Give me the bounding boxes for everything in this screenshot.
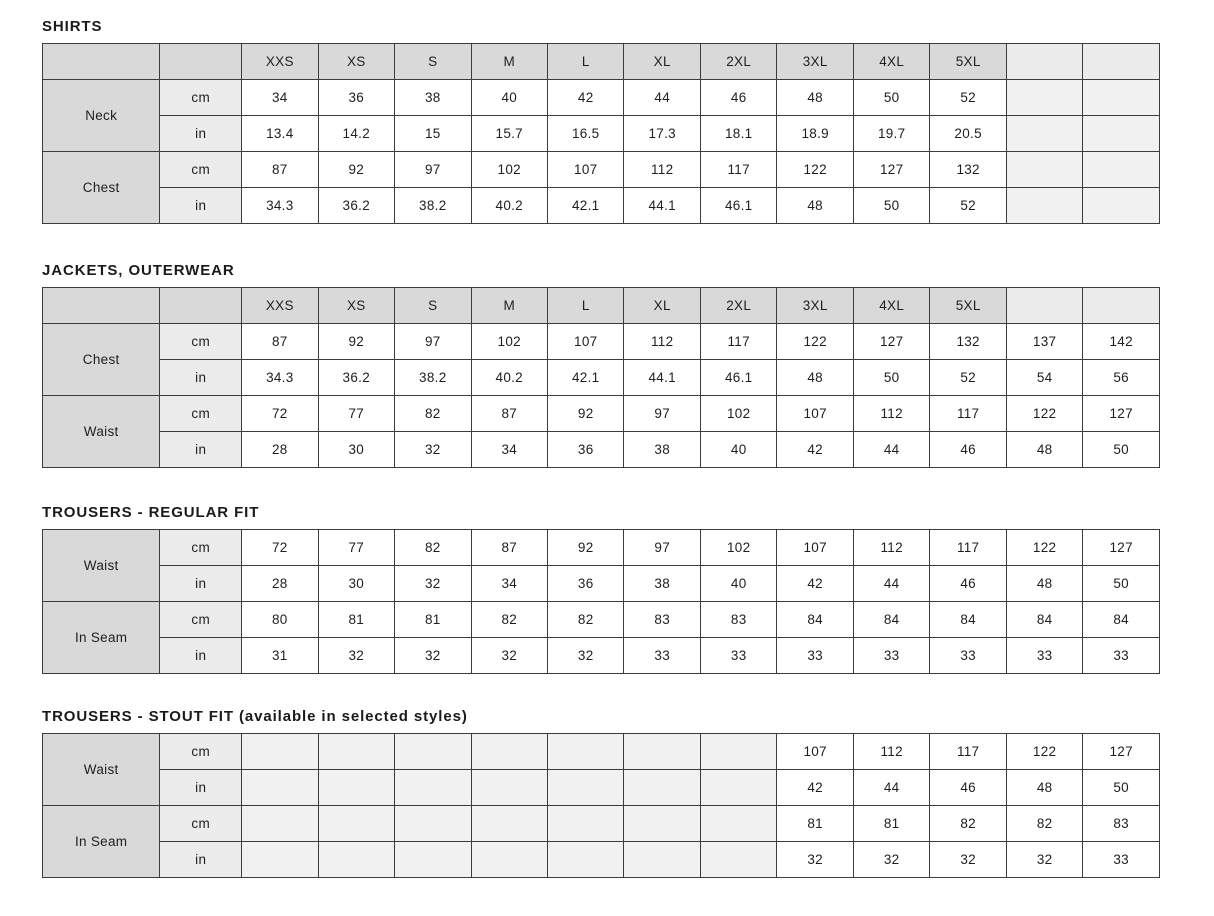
value-cell: 117: [930, 396, 1006, 432]
value-cell-empty: [624, 734, 700, 770]
value-cell: 50: [853, 188, 929, 224]
value-cell: 80: [242, 602, 318, 638]
value-cell: 34: [242, 80, 318, 116]
value-cell: 28: [242, 432, 318, 468]
value-cell: 18.9: [777, 116, 853, 152]
value-cell: 13.4: [242, 116, 318, 152]
header-cell-size: L: [548, 44, 624, 80]
value-cell-empty: [471, 734, 547, 770]
value-cell: 87: [471, 530, 547, 566]
value-cell: 44.1: [624, 188, 700, 224]
header-cell-size: XXS: [242, 44, 318, 80]
value-cell: 77: [318, 396, 394, 432]
value-cell-empty: [471, 770, 547, 806]
value-cell: 14.2: [318, 116, 394, 152]
value-cell: 44: [624, 80, 700, 116]
value-cell: 132: [930, 152, 1006, 188]
measurement-label: In Seam: [43, 806, 160, 878]
header-cell-size: XL: [624, 288, 700, 324]
value-cell: 81: [777, 806, 853, 842]
size-table: [42, 529, 1160, 674]
value-cell-empty: [395, 770, 471, 806]
value-cell: 40: [471, 80, 547, 116]
value-cell: 84: [777, 602, 853, 638]
header-cell-size: M: [471, 288, 547, 324]
value-cell: 33: [777, 638, 853, 674]
header-corner: [43, 288, 160, 324]
value-cell: 56: [1083, 360, 1160, 396]
table-row: [43, 566, 1160, 602]
value-cell: 32: [853, 842, 929, 878]
header-cell-size: 4XL: [853, 44, 929, 80]
value-cell-empty: [624, 806, 700, 842]
value-cell: 87: [242, 324, 318, 360]
value-cell: 127: [853, 324, 929, 360]
value-cell: 31: [242, 638, 318, 674]
value-cell: 36.2: [318, 360, 394, 396]
value-cell: 48: [1006, 432, 1082, 468]
value-cell: 83: [624, 602, 700, 638]
value-cell: 42: [777, 770, 853, 806]
value-cell: 32: [930, 842, 1006, 878]
section-trousers-regular-fit: [42, 504, 1160, 674]
header-cell-size: 2XL: [700, 44, 776, 80]
unit-label: cm: [160, 396, 242, 432]
value-cell: 102: [700, 530, 776, 566]
header-cell-size: 2XL: [700, 288, 776, 324]
value-cell: 48: [1006, 770, 1082, 806]
value-cell: 117: [930, 734, 1006, 770]
value-cell: 32: [395, 638, 471, 674]
value-cell: 44: [853, 566, 929, 602]
value-cell: 83: [1083, 806, 1160, 842]
value-cell: 18.1: [700, 116, 776, 152]
value-cell: 132: [930, 324, 1006, 360]
value-cell: 40: [700, 432, 776, 468]
value-cell-empty: [700, 734, 776, 770]
value-cell: 122: [1006, 396, 1082, 432]
value-cell: 32: [318, 638, 394, 674]
table-row: [43, 80, 1160, 116]
value-cell: 82: [395, 396, 471, 432]
measurement-label: In Seam: [43, 602, 160, 674]
value-cell-empty: [318, 734, 394, 770]
value-cell: 107: [777, 530, 853, 566]
value-cell: 102: [471, 324, 547, 360]
value-cell: 50: [1083, 432, 1160, 468]
header-cell-size: XXS: [242, 288, 318, 324]
unit-label: cm: [160, 530, 242, 566]
value-cell: 46.1: [700, 188, 776, 224]
unit-label: cm: [160, 152, 242, 188]
value-cell: 97: [395, 324, 471, 360]
table-row: [43, 770, 1160, 806]
value-cell-empty: [395, 734, 471, 770]
unit-label: cm: [160, 80, 242, 116]
value-cell: 16.5: [548, 116, 624, 152]
value-cell: 40.2: [471, 360, 547, 396]
value-cell: 36.2: [318, 188, 394, 224]
unit-label: cm: [160, 734, 242, 770]
value-cell: 50: [1083, 770, 1160, 806]
value-cell-empty: [1083, 152, 1160, 188]
value-cell: 112: [624, 324, 700, 360]
header-cell-size: 3XL: [777, 288, 853, 324]
value-cell: 42: [777, 432, 853, 468]
value-cell: 82: [930, 806, 1006, 842]
measurement-label: Waist: [43, 396, 160, 468]
value-cell: 81: [853, 806, 929, 842]
value-cell: 82: [1006, 806, 1082, 842]
header-cell-size: 5XL: [930, 288, 1006, 324]
value-cell: 82: [548, 602, 624, 638]
value-cell-empty: [242, 842, 318, 878]
value-cell: 92: [318, 152, 394, 188]
value-cell: 54: [1006, 360, 1082, 396]
value-cell-empty: [318, 806, 394, 842]
header-cell-blank: [1083, 44, 1160, 80]
value-cell-empty: [548, 806, 624, 842]
value-cell: 87: [242, 152, 318, 188]
size-table: [42, 287, 1160, 468]
value-cell: 48: [777, 80, 853, 116]
unit-label: cm: [160, 602, 242, 638]
value-cell: 72: [242, 530, 318, 566]
table-row: [43, 842, 1160, 878]
value-cell-empty: [624, 842, 700, 878]
value-cell-empty: [471, 842, 547, 878]
header-corner-unit: [160, 288, 242, 324]
section-shirts: [42, 18, 1160, 224]
header-cell-size: S: [395, 44, 471, 80]
size-table: [42, 43, 1160, 224]
value-cell: 34: [471, 566, 547, 602]
value-cell: 46.1: [700, 360, 776, 396]
value-cell: 84: [1006, 602, 1082, 638]
value-cell: 84: [853, 602, 929, 638]
value-cell-empty: [1083, 80, 1160, 116]
value-cell: 42: [777, 566, 853, 602]
value-cell: 42: [548, 80, 624, 116]
value-cell: 82: [471, 602, 547, 638]
value-cell: 107: [548, 152, 624, 188]
value-cell: 50: [1083, 566, 1160, 602]
value-cell-empty: [471, 806, 547, 842]
value-cell: 46: [930, 770, 1006, 806]
value-cell: 33: [624, 638, 700, 674]
value-cell: 117: [700, 152, 776, 188]
value-cell: 127: [853, 152, 929, 188]
table-row: [43, 806, 1160, 842]
header-cell-size: XS: [318, 288, 394, 324]
value-cell-empty: [700, 806, 776, 842]
unit-label: in: [160, 842, 242, 878]
size-table: [42, 733, 1160, 878]
table-header-row: [43, 288, 1160, 324]
header-cell-size: 4XL: [853, 288, 929, 324]
value-cell: 84: [930, 602, 1006, 638]
table-row: [43, 432, 1160, 468]
unit-label: in: [160, 770, 242, 806]
value-cell-empty: [1083, 116, 1160, 152]
header-cell-blank: [1083, 288, 1160, 324]
unit-label: in: [160, 116, 242, 152]
value-cell: 127: [1083, 396, 1160, 432]
value-cell: 81: [318, 602, 394, 638]
table-row: [43, 360, 1160, 396]
header-corner: [43, 44, 160, 80]
table-header-row: [43, 44, 1160, 80]
header-cell-size: S: [395, 288, 471, 324]
value-cell: 122: [1006, 734, 1082, 770]
value-cell: 102: [471, 152, 547, 188]
table-row: [43, 396, 1160, 432]
value-cell: 46: [700, 80, 776, 116]
header-cell-size: M: [471, 44, 547, 80]
section-jackets-outerwear: [42, 262, 1160, 468]
header-cell-blank: [1006, 44, 1082, 80]
value-cell-empty: [395, 806, 471, 842]
value-cell-empty: [242, 806, 318, 842]
measurement-label: Chest: [43, 152, 160, 224]
value-cell-empty: [1006, 188, 1082, 224]
value-cell: 44.1: [624, 360, 700, 396]
value-cell: 77: [318, 530, 394, 566]
value-cell-empty: [1006, 152, 1082, 188]
value-cell: 17.3: [624, 116, 700, 152]
value-cell-empty: [318, 770, 394, 806]
value-cell: 38: [395, 80, 471, 116]
header-cell-size: 5XL: [930, 44, 1006, 80]
value-cell: 42.1: [548, 360, 624, 396]
unit-label: in: [160, 360, 242, 396]
unit-label: cm: [160, 806, 242, 842]
measurement-label: Waist: [43, 530, 160, 602]
value-cell: 33: [700, 638, 776, 674]
value-cell: 112: [624, 152, 700, 188]
value-cell-empty: [700, 770, 776, 806]
value-cell: 92: [318, 324, 394, 360]
value-cell: 117: [700, 324, 776, 360]
unit-label: in: [160, 638, 242, 674]
value-cell: 142: [1083, 324, 1160, 360]
value-cell: 107: [777, 734, 853, 770]
value-cell: 40.2: [471, 188, 547, 224]
header-cell-blank: [1006, 288, 1082, 324]
value-cell: 40: [700, 566, 776, 602]
table-row: [43, 734, 1160, 770]
value-cell: 50: [853, 80, 929, 116]
value-cell: 112: [853, 530, 929, 566]
value-cell-empty: [318, 842, 394, 878]
value-cell-empty: [700, 842, 776, 878]
value-cell: 38.2: [395, 188, 471, 224]
value-cell: 107: [777, 396, 853, 432]
value-cell: 38: [624, 566, 700, 602]
header-cell-size: XL: [624, 44, 700, 80]
value-cell-empty: [624, 770, 700, 806]
value-cell: 97: [395, 152, 471, 188]
value-cell: 117: [930, 530, 1006, 566]
measurement-label: Neck: [43, 80, 160, 152]
header-cell-size: L: [548, 288, 624, 324]
value-cell-empty: [395, 842, 471, 878]
value-cell: 48: [777, 188, 853, 224]
unit-label: cm: [160, 324, 242, 360]
section-title: SHIRTS: [42, 18, 103, 35]
value-cell: 72: [242, 396, 318, 432]
value-cell: 102: [700, 396, 776, 432]
section-title: TROUSERS - REGULAR FIT: [42, 504, 260, 521]
value-cell: 112: [853, 396, 929, 432]
value-cell-empty: [548, 734, 624, 770]
value-cell-empty: [242, 770, 318, 806]
value-cell: 33: [1083, 842, 1160, 878]
table-row: [43, 324, 1160, 360]
value-cell: 30: [318, 432, 394, 468]
value-cell: 15: [395, 116, 471, 152]
value-cell: 50: [853, 360, 929, 396]
value-cell: 30: [318, 566, 394, 602]
value-cell: 84: [1083, 602, 1160, 638]
table-row: [43, 116, 1160, 152]
value-cell: 19.7: [853, 116, 929, 152]
value-cell: 33: [1083, 638, 1160, 674]
value-cell: 28: [242, 566, 318, 602]
unit-label: in: [160, 188, 242, 224]
value-cell-empty: [1006, 80, 1082, 116]
value-cell: 137: [1006, 324, 1082, 360]
value-cell: 44: [853, 770, 929, 806]
value-cell: 32: [395, 432, 471, 468]
value-cell: 38.2: [395, 360, 471, 396]
value-cell: 107: [548, 324, 624, 360]
table-row: [43, 638, 1160, 674]
header-corner-unit: [160, 44, 242, 80]
value-cell: 81: [395, 602, 471, 638]
unit-label: in: [160, 432, 242, 468]
value-cell: 34: [471, 432, 547, 468]
value-cell: 32: [1006, 842, 1082, 878]
value-cell: 32: [471, 638, 547, 674]
value-cell: 32: [395, 566, 471, 602]
value-cell: 15.7: [471, 116, 547, 152]
table-row: [43, 188, 1160, 224]
value-cell: 42.1: [548, 188, 624, 224]
value-cell: 44: [853, 432, 929, 468]
value-cell: 36: [548, 566, 624, 602]
measurement-label: Chest: [43, 324, 160, 396]
value-cell: 32: [548, 638, 624, 674]
section-title: TROUSERS - STOUT FIT (available in selected styles): [42, 708, 468, 725]
value-cell: 46: [930, 566, 1006, 602]
value-cell: 127: [1083, 734, 1160, 770]
value-cell: 122: [777, 152, 853, 188]
value-cell: 33: [853, 638, 929, 674]
value-cell: 33: [930, 638, 1006, 674]
value-cell: 52: [930, 188, 1006, 224]
value-cell: 87: [471, 396, 547, 432]
value-cell-empty: [1006, 116, 1082, 152]
value-cell: 38: [624, 432, 700, 468]
measurement-label: Waist: [43, 734, 160, 806]
header-cell-size: XS: [318, 44, 394, 80]
header-cell-size: 3XL: [777, 44, 853, 80]
unit-label: in: [160, 566, 242, 602]
value-cell: 127: [1083, 530, 1160, 566]
value-cell: 97: [624, 530, 700, 566]
value-cell: 36: [548, 432, 624, 468]
value-cell: 20.5: [930, 116, 1006, 152]
value-cell: 34.3: [242, 188, 318, 224]
value-cell: 52: [930, 360, 1006, 396]
value-cell: 112: [853, 734, 929, 770]
value-cell: 46: [930, 432, 1006, 468]
value-cell: 52: [930, 80, 1006, 116]
section-title: JACKETS, OUTERWEAR: [42, 262, 235, 279]
value-cell: 97: [624, 396, 700, 432]
value-cell: 32: [777, 842, 853, 878]
value-cell-empty: [242, 734, 318, 770]
value-cell: 122: [777, 324, 853, 360]
value-cell-empty: [548, 842, 624, 878]
value-cell: 34.3: [242, 360, 318, 396]
value-cell: 92: [548, 530, 624, 566]
table-row: [43, 530, 1160, 566]
section-trousers-stout-fit: [42, 708, 1160, 878]
value-cell: 82: [395, 530, 471, 566]
value-cell: 48: [1006, 566, 1082, 602]
value-cell: 122: [1006, 530, 1082, 566]
value-cell: 36: [318, 80, 394, 116]
table-row: [43, 602, 1160, 638]
value-cell-empty: [548, 770, 624, 806]
table-row: [43, 152, 1160, 188]
value-cell: 83: [700, 602, 776, 638]
value-cell: 92: [548, 396, 624, 432]
value-cell: 33: [1006, 638, 1082, 674]
value-cell: 48: [777, 360, 853, 396]
value-cell-empty: [1083, 188, 1160, 224]
